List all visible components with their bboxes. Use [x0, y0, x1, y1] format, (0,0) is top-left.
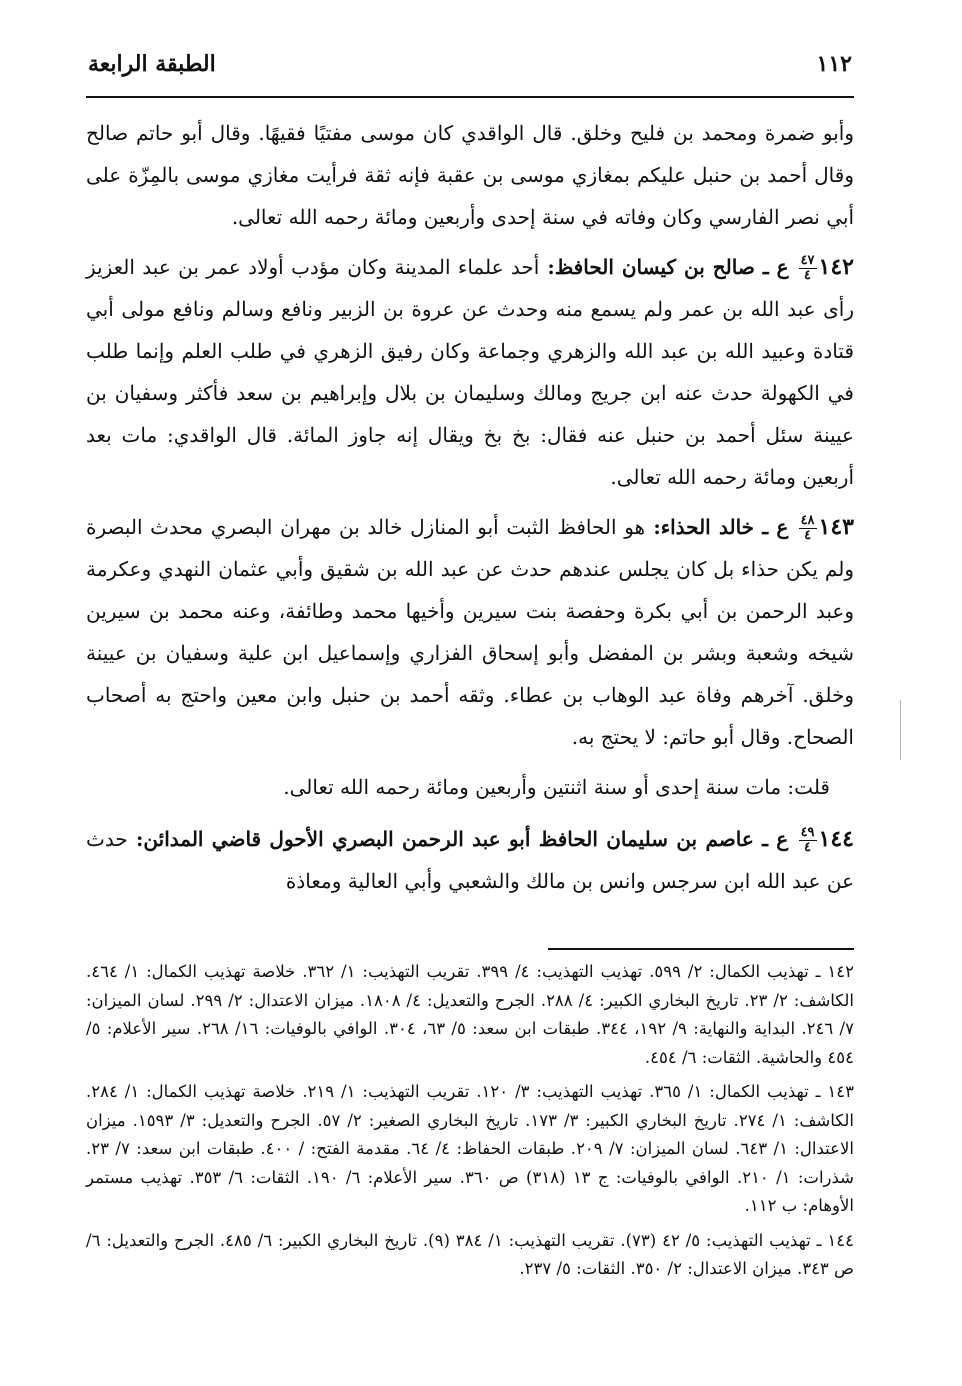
footnote-text: تهذيب الكمال: ١/ ٣٦٥. تهذيب التهذيب: ٣/ ١٢٠. تقريب التهذيب: ١/ ٢١٩. خلاصة تهذيب الكمال: ١/ ٢٨٤. الكاشف: ١/ ٢٧٤. تاريخ البخاري الكبير: ٣/ ١٧٣. تاريخ البخاري الصغير: ٢/ ٥٧. الجرح والتعديل: ٣/ ١٥٩٣. ميزان الاعتدال: ١/ ٦٤٣. لسان الميزان: ٧/ ٢٠٩. طبقات الحفاظ: ٤/ ٦٤. مقدمة الفتح: / ٤٠٠. طبقات ابن سعد: ٧/ ٢٣. شذرات: ١/ ٢١٠. الوافي بالوفيات: ج ١٣ (٣١٨) ص ٣٦٠. سير الأعلام: ٦/ ١٩٠. الثقات: ٦/ ٣٥٣. تهذيب مستمر الأوهام: ب ١١٢.	[86, 1082, 854, 1215]
footnote-rule	[548, 948, 854, 950]
page-header	[88, 44, 852, 84]
header-rule	[86, 96, 854, 98]
footnote-number: ١٤٤ ـ	[816, 1230, 854, 1250]
entry-code: ع ـ	[762, 827, 789, 851]
entry-text: هو الحافظ الثبت أبو المنازل خالد بن مهران البصري محدث البصرة ولم يكن حذاء بل كان يجلس عندهم حدث عن عبد الله بن شقيق وأبي عثمان النهدي وعكرمة وعبد الرحمن بن أبي بكرة وحفصة بنت سيرين وأخيها محمد وطائفة، وعنه محمد بن سيرين شيخه وشعبة وبشر بن المفضل وأبو إسحاق الفزاري وإسماعيل ابن علية وسفيان بن عيينة وخلق. آخرهم وفاة عبد الوهاب بن عطاء. وثقه أحمد بن حنبل وابن معين واحتج به أصحاب الصحاح. وقال أبو حاتم: لا يحتج به.	[86, 515, 854, 749]
footnote-142	[86, 958, 854, 1072]
entry-fraction: $\frac{٤٩}{٤}$	[800, 825, 815, 855]
entry-code: ع ـ	[762, 515, 789, 539]
footnote-143	[86, 1078, 854, 1221]
entry-name: صالح بن كيسان الحافظ:	[547, 255, 755, 279]
continuation-paragraph: وأبو ضمرة ومحمد بن فليح وخلق. قال الواقدي كان موسى مفتيًا فقيهًا. وقال أبو حاتم صالح وقال أحمد بن حنبل عليكم بمغازي موسى بن عقبة فإنه ثقة فرأيت مغازي موسى بالمِزّة على أبي نصر الفارسي وكان وفاته في سنة إحدى وأربعين ومائة رحمه الله تعالى.	[86, 121, 854, 229]
entry-number: ١٤٢	[818, 254, 854, 280]
entry-fraction: $\frac{٤٨}{٤}$	[800, 513, 815, 543]
entry-head	[539, 253, 854, 283]
main-text	[86, 112, 854, 910]
entry-143	[86, 506, 854, 758]
entry-head	[128, 825, 854, 855]
entry-name: عاصم بن سليمان الحافظ أبو عبد الرحمن البصري الأحول قاضي المدائن:	[136, 827, 754, 851]
author-note: قلت: مات سنة إحدى أو سنة اثنتين وأربعين ومائة رحمه الله تعالى.	[283, 775, 830, 799]
entry-name: خالد الحذاء:	[653, 515, 755, 539]
entry-144	[86, 818, 854, 902]
footnote-144	[86, 1227, 854, 1284]
footnote-text: تهذيب التهذيب: ٥/ ٤٢ (٧٣). تقريب التهذيب: ١/ ٣٨٤ (٩). تاريخ البخاري الكبير: ٦/ ٤٨٥. الجرح والتعديل: ٦/ ص ٣٤٣. ميزان الاعتدال: ٢/ ٣٥٠. الثقات: ٥/ ٢٣٧.	[86, 1230, 854, 1278]
running-title: الطبقة الرابعة	[88, 51, 216, 77]
page-number: ١١٢	[816, 51, 852, 77]
margin-mark	[900, 700, 901, 760]
footnote-number: ١٤٢ ـ	[815, 962, 854, 981]
footnote-text: تهذيب الكمال: ٢/ ٥٩٩. تهذيب التهذيب: ٤/ ٣٩٩. تقريب التهذيب: ١/ ٣٦٢. خلاصة تهذيب الكمال: ١/ ٤٦٤. الكاشف: ٢/ ٢٣. تاريخ البخاري الكبير: ٤/ ٢٨٨. الجرح والتعديل: ٤/ ١٨٠٨. ميزان الاعتدال: ٢/ ٢٩٩. لسان الميزان: ٧/ ٢٤٦. البداية والنهاية: ٩/ ١٩٢، ٣٤٤. طبقات ابن سعد: ٥/ ٦٣، ٣٠٤. الوافي بالوفيات: ١٦/ ٢٦٨. سير الأعلام: ٥/ ٤٥٤ والحاشية. الثقات: ٦/ ٤٥٤.	[86, 962, 855, 1067]
entry-code: ع ـ	[762, 255, 789, 279]
entry-number: ١٤٤	[818, 826, 854, 852]
entry-fraction: $\frac{٤٧}{٤}$	[800, 253, 815, 283]
footnote-number: ١٤٣ ـ	[815, 1082, 854, 1101]
entry-number: ١٤٣	[818, 514, 854, 540]
entry-text: أحد علماء المدينة وكان مؤدب أولاد عمر بن عبد العزيز رأى عبد الله بن عمر ولم يسمع منه وحدث عن عروة بن الزبير ونافع وسالم ونافع مولى أبي قتادة وعبيد الله بن عبد الله والزهري وجماعة وكان رفيق الزهري في طلب العلم وإنما طلب في الكهولة حدث عنه ابن جريج ومالك وسليمان بن بلال وإبراهيم بن سعد فأكثر وسفيان بن عيينة سئل أحمد بن حنبل عنه فقال: بخ بخ ويقال إنه جاوز المائة. قال الواقدي: مات بعد أربعين ومائة رحمه الله تعالى.	[86, 255, 854, 489]
entry-text: حدث عن عبد الله ابن سرجس وانس بن مالك والشعبي وأبي العالية ومعاذة	[86, 827, 854, 893]
entry-142	[86, 246, 854, 498]
entry-head	[645, 513, 854, 543]
footnotes	[86, 958, 854, 1290]
